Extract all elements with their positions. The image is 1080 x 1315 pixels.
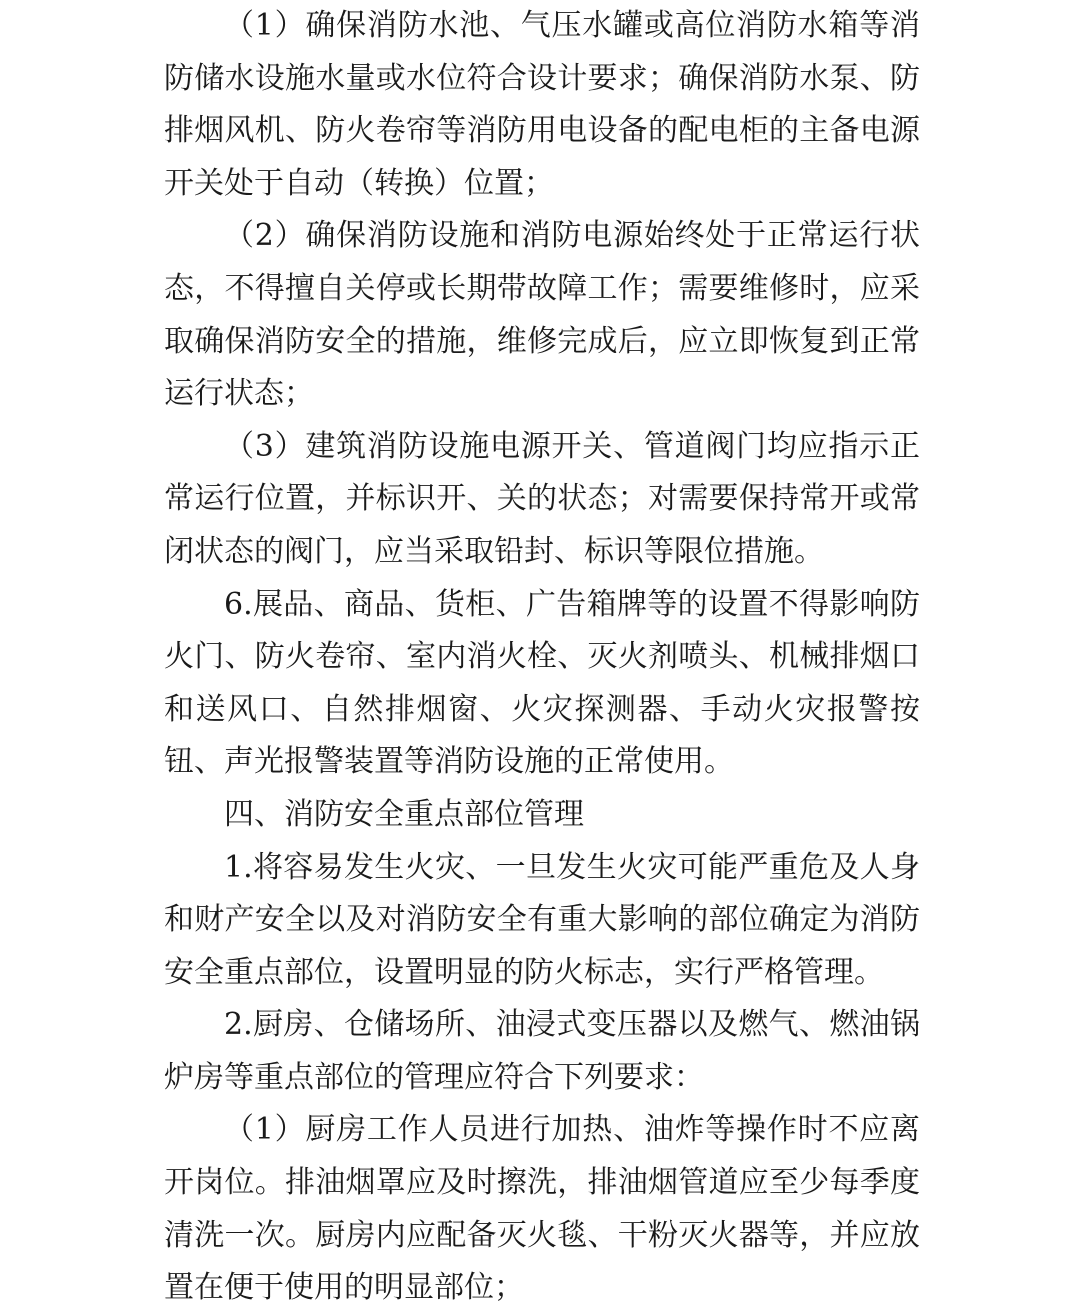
section-heading-key-areas: 四、消防安全重点部位管理 xyxy=(224,796,584,832)
paragraph-kitchen-rules: （1）厨房工作人员进行加热、油炸等操作时不应离开岗位。排油烟罩应及时擦洗，排油烟管道应至少每季度清洗一次。厨房内应配备灭火毯、干粉灭火器等，并应放置在便于使用的明显部位； xyxy=(164,1112,920,1306)
paragraph-water-supply: （1）确保消防水池、气压水罐或高位消防水箱等消防储水设施水量或水位符合设计要求；确保消防水泵、防排烟风机、防火卷帘等消防用电设备的配电柜的主备电源开关处于自动（转换）位置； xyxy=(164,8,920,201)
paragraph-key-areas-requirements: 2.厨房、仓储场所、油浸式变压器以及燃气、燃油锅炉房等重点部位的管理应符合下列要求： xyxy=(164,1007,920,1095)
paragraph-fire-facilities-status: （2）确保消防设施和消防电源始终处于正常运行状态，不得擅自关停或长期带故障工作；需要维修时，应采取确保消防安全的措施，维修完成后，应立即恢复到正常运行状态； xyxy=(164,218,920,412)
paragraph-valves-switches: （3）建筑消防设施电源开关、管道阀门均应指示正常运行位置，并标识开、关的状态；对需要保持常开或常闭状态的阀门，应当采取铅封、标识等限位措施。 xyxy=(164,428,920,569)
paragraph-key-areas-definition: 1.将容易发生火灾、一旦发生火灾可能严重危及人身和财产安全以及对消防安全有重大影响的部位确定为消防安全重点部位，设置明显的防火标志，实行严格管理。 xyxy=(164,849,920,990)
paragraph-exhibits-placement: 6.展品、商品、货柜、广告箱牌等的设置不得影响防火门、防火卷帘、室内消火栓、灭火剂喷头、机械排烟口和送风口、自然排烟窗、火灾探测器、手动火灾报警按钮、声光报警装置等消防设施的正常使用。 xyxy=(164,586,920,780)
document-body xyxy=(164,0,920,1315)
